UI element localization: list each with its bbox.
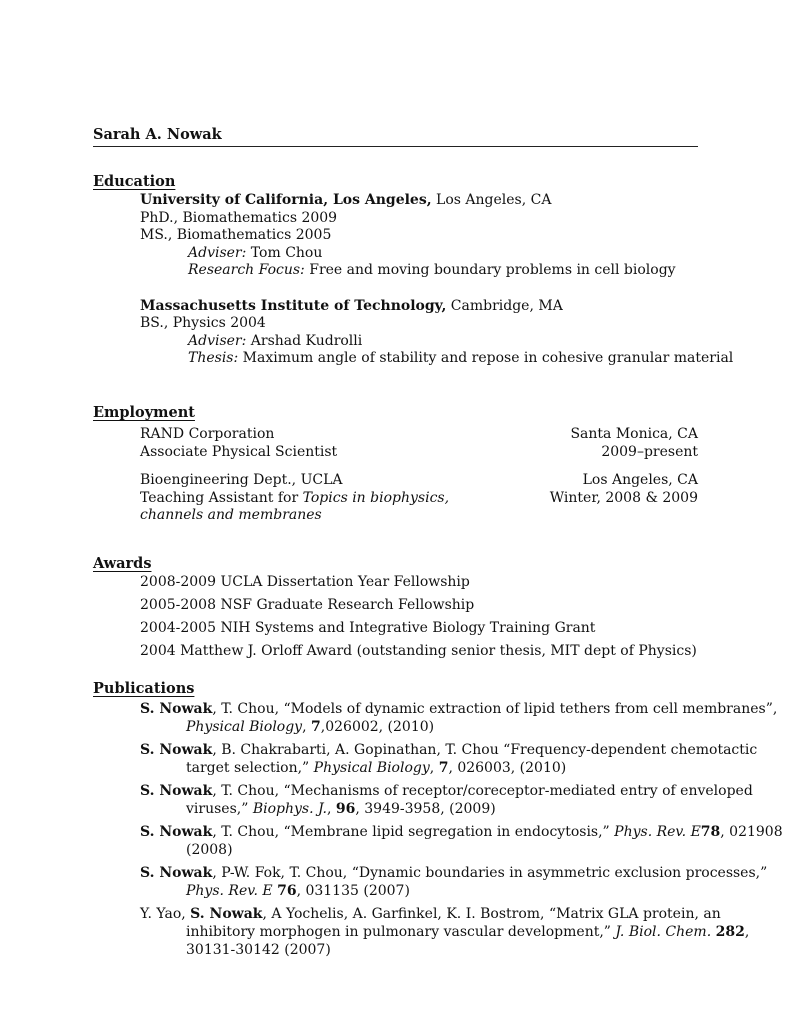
employer: Bioengineering Dept., UCLA: [140, 472, 343, 488]
employment-location: Santa Monica, CA: [570, 426, 698, 442]
award-item: 2008-2009 UCLA Dissertation Year Fellowship: [140, 574, 470, 590]
education-detail: Research Focus: Free and moving boundary problems in cell biology: [188, 262, 676, 278]
employment-role-cont: channels and membranes: [140, 507, 322, 523]
awards-section: [140, 573, 698, 665]
awards-heading: Awards: [93, 555, 152, 572]
employment-section: [140, 425, 698, 524]
education-detail: Thesis: Maximum angle of stability and repose in cohesive granular material: [188, 350, 734, 366]
education-institution-ucla: University of California, Los Angeles, Los Angeles, CA: [140, 192, 552, 208]
publication-item: S. Nowak, T. Chou, “Mechanisms of receptor/coreceptor-mediated entry of enveloped viruses,” Biophys. J., 96, 3949-3958, (2009): [140, 783, 753, 817]
publication-item: S. Nowak, B. Chakrabarti, A. Gopinathan, T. Chou “Frequency-dependent chemotactic target selection,” Physical Biology, 7, 026003, (2010): [140, 742, 758, 776]
education-heading: Education: [93, 173, 176, 190]
person-name: Sarah A. Nowak: [93, 126, 222, 143]
employment-row: [140, 443, 698, 461]
education-institution-mit: Massachusetts Institute of Technology, Cambridge, MA: [140, 297, 563, 314]
education-detail: Adviser: Arshad Kudrolli: [188, 332, 363, 349]
degree-line: PhD., Biomathematics 2009: [140, 209, 338, 226]
employment-row: [140, 425, 698, 443]
award-item: 2004 Matthew J. Orloff Award (outstanding senior thesis, MIT dept of Physics): [140, 643, 697, 659]
employment-row: [140, 471, 698, 489]
publications-heading: Publications: [93, 680, 195, 697]
employment-row: [140, 489, 698, 507]
publication-item: S. Nowak, T. Chou, “Models of dynamic extraction of lipid tethers from cell membranes”, Physical Biology, 7,026002, (2010): [140, 701, 778, 735]
employment-role: Associate Physical Scientist: [140, 443, 338, 460]
employment-date: 2009–present: [601, 443, 698, 460]
award-item: 2005-2008 NSF Graduate Research Fellowship: [140, 597, 475, 613]
publication-item: S. Nowak, T. Chou, “Membrane lipid segregation in endocytosis,” Phys. Rev. E78, 021908 (2008): [140, 824, 783, 858]
degree-line: BS., Physics 2004: [140, 315, 266, 331]
employer: RAND Corporation: [140, 426, 275, 442]
employment-role: Teaching Assistant for Topics in biophysics,: [140, 489, 450, 506]
degree-line: MS., Biomathematics 2005: [140, 227, 332, 243]
education-section: [140, 191, 734, 367]
publication-item: S. Nowak, P-W. Fok, T. Chou, “Dynamic boundaries in asymmetric exclusion processes,” Phys. Rev. E 76, 031135 (2007): [140, 865, 768, 899]
name-header: [93, 126, 698, 147]
publication-item: Y. Yao, S. Nowak, A Yochelis, A. Garfinkel, K. I. Bostrom, “Matrix GLA protein, an inhibitory morphogen in pulmonary vascular development,” J. Biol. Chem. 282, 30131-30142 (2007): [140, 906, 750, 958]
employment-heading: Employment: [93, 404, 195, 421]
publications-section: [140, 700, 783, 964]
award-item: 2004-2005 NIH Systems and Integrative Biology Training Grant: [140, 620, 596, 636]
employment-date: Winter, 2008 & 2009: [549, 489, 698, 506]
education-detail: Adviser: Tom Chou: [188, 244, 323, 261]
employment-location: Los Angeles, CA: [582, 472, 698, 488]
